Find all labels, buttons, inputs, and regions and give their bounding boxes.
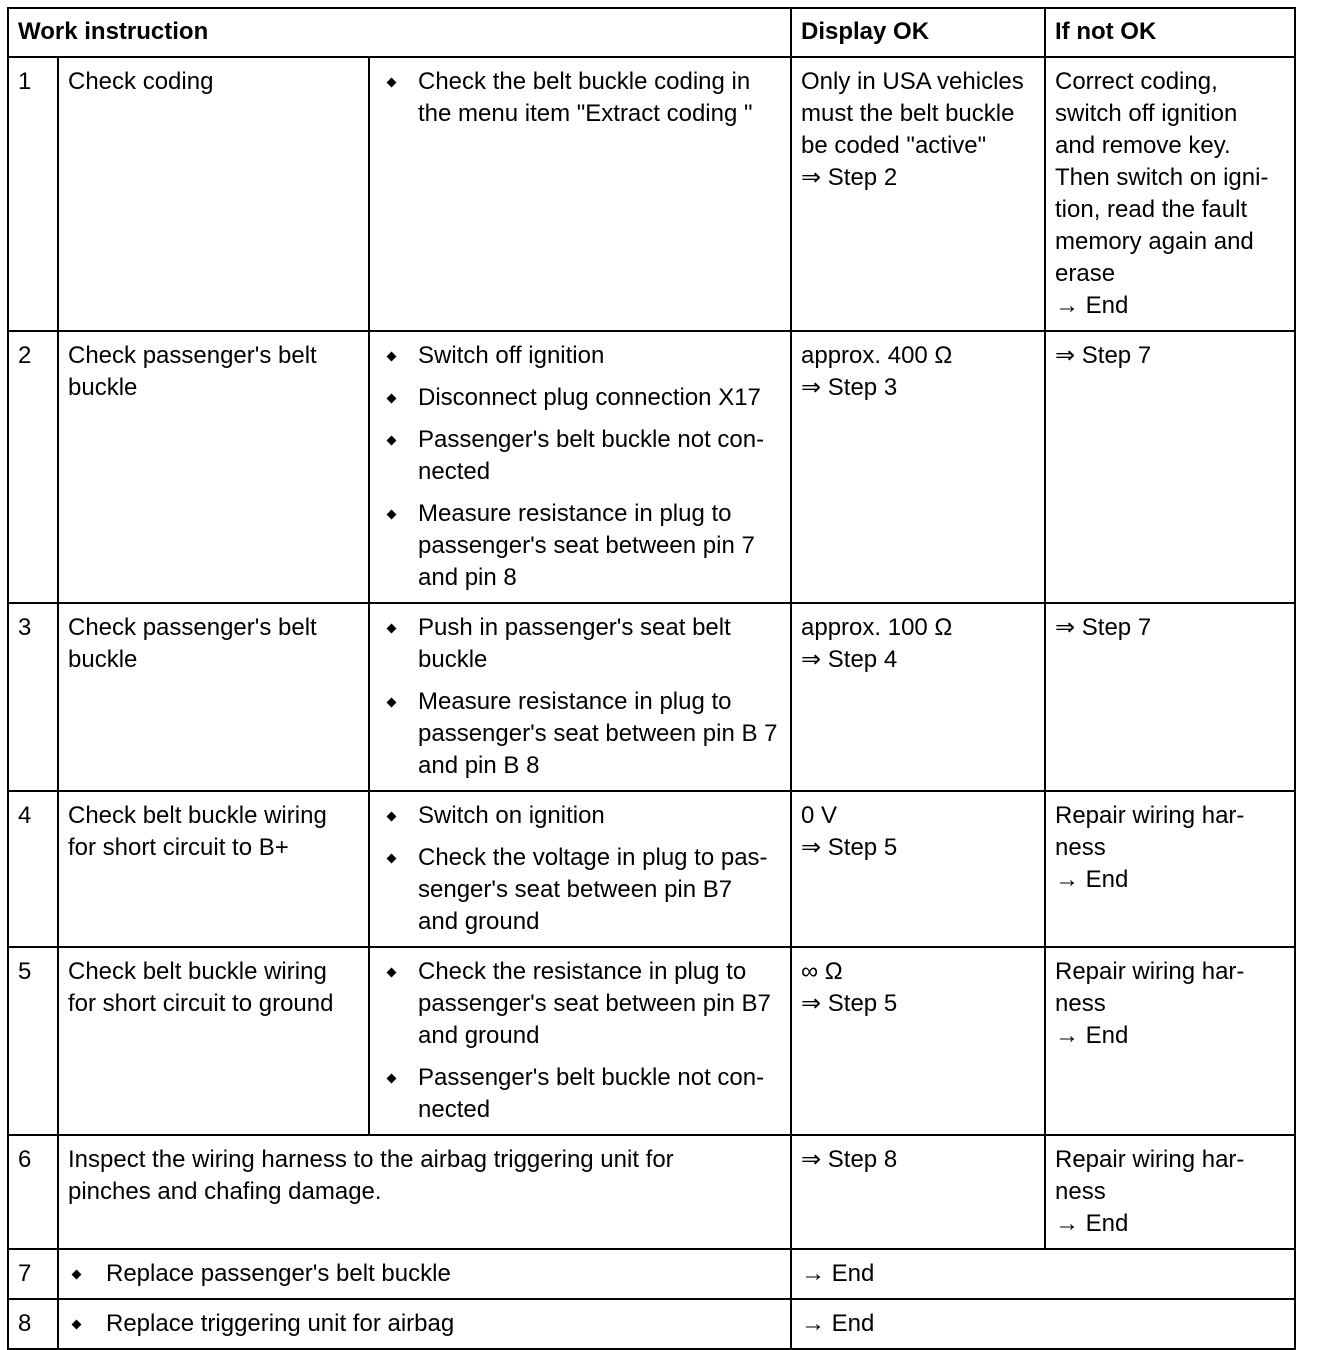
bullet-diamond-icon bbox=[387, 352, 397, 362]
step-number: 4 bbox=[8, 791, 58, 947]
list-item: Check the belt buckle coding in the menu item "Extract coding " bbox=[379, 66, 781, 130]
header-if-not-ok: If not OK bbox=[1045, 8, 1295, 57]
bullet-diamond-icon bbox=[72, 1270, 82, 1280]
step-number: 6 bbox=[8, 1135, 58, 1249]
bullet-diamond-icon bbox=[387, 968, 397, 978]
step-instructions bbox=[58, 1249, 791, 1299]
table-row bbox=[8, 1135, 1295, 1249]
list-item: Passenger's belt buckle not con- nected bbox=[379, 1062, 781, 1126]
bullet-diamond-icon bbox=[387, 78, 397, 88]
table-row bbox=[8, 791, 1295, 947]
table-row bbox=[8, 331, 1295, 603]
if-not-ok-cell: ⇒ Step 7 bbox=[1045, 603, 1295, 791]
display-ok-cell: approx. 100 Ω ⇒ Step 4 bbox=[791, 603, 1045, 791]
list-item: Passenger's belt buckle not con- nected bbox=[379, 424, 781, 488]
list-item: Measure resistance in plug to passenger's seat between pin B 7 and pin B 8 bbox=[379, 686, 781, 782]
bullet-diamond-icon bbox=[387, 854, 397, 864]
step-instructions bbox=[369, 57, 791, 331]
list-item: Check the resistance in plug to passenger's seat between pin B7 and ground bbox=[379, 956, 781, 1052]
step-number: 2 bbox=[8, 331, 58, 603]
result-cell: → End bbox=[791, 1249, 1295, 1299]
if-not-ok-cell: Repair wiring har- ness → End bbox=[1045, 1135, 1295, 1249]
list-item: Disconnect plug connection X17 bbox=[379, 382, 781, 414]
if-not-ok-cell: Repair wiring har- ness → End bbox=[1045, 947, 1295, 1135]
list-item: Push in passenger's seat belt buckle bbox=[379, 612, 781, 676]
step-instructions bbox=[369, 603, 791, 791]
list-item: Switch on ignition bbox=[379, 800, 781, 832]
bullet-diamond-icon bbox=[387, 394, 397, 404]
display-ok-cell: ∞ Ω ⇒ Step 5 bbox=[791, 947, 1045, 1135]
step-number: 3 bbox=[8, 603, 58, 791]
bullet-diamond-icon bbox=[387, 436, 397, 446]
bullet-diamond-icon bbox=[387, 812, 397, 822]
step-number: 8 bbox=[8, 1299, 58, 1349]
header-work-instruction: Work instruction bbox=[8, 8, 791, 57]
step-title: Check belt buckle wiring for short circuit to B+ bbox=[58, 791, 369, 947]
step-title: Check passenger's belt buckle bbox=[58, 331, 369, 603]
table-row bbox=[8, 1249, 1295, 1299]
display-ok-cell: Only in USA vehicles must the belt buckle be coded "active" ⇒ Step 2 bbox=[791, 57, 1045, 331]
table-row bbox=[8, 947, 1295, 1135]
table-row bbox=[8, 1299, 1295, 1349]
header-display-ok: Display OK bbox=[791, 8, 1045, 57]
step-instructions bbox=[369, 791, 791, 947]
bullet-diamond-icon bbox=[387, 510, 397, 520]
work-instruction-table bbox=[7, 7, 1296, 1350]
step-title: Check passenger's belt buckle bbox=[58, 603, 369, 791]
step-number: 5 bbox=[8, 947, 58, 1135]
step-number: 7 bbox=[8, 1249, 58, 1299]
list-item: Replace triggering unit for airbag bbox=[68, 1308, 781, 1340]
step-title: Check coding bbox=[58, 57, 369, 331]
table-header-row bbox=[8, 8, 1295, 57]
step-instructions bbox=[369, 947, 791, 1135]
if-not-ok-cell: Repair wiring har- ness → End bbox=[1045, 791, 1295, 947]
if-not-ok-cell: ⇒ Step 7 bbox=[1045, 331, 1295, 603]
bullet-diamond-icon bbox=[387, 698, 397, 708]
display-ok-cell: ⇒ Step 8 bbox=[791, 1135, 1045, 1249]
list-item: Check the voltage in plug to pas- senger's seat between pin B7 and ground bbox=[379, 842, 781, 938]
bullet-diamond-icon bbox=[387, 624, 397, 634]
step-instructions bbox=[58, 1299, 791, 1349]
list-item: Switch off ignition bbox=[379, 340, 781, 372]
if-not-ok-cell: Correct coding, switch off ignition and remove key. Then switch on igni- tion, read the fault memory again and erase → End bbox=[1045, 57, 1295, 331]
bullet-diamond-icon bbox=[387, 1074, 397, 1084]
step-instructions bbox=[369, 331, 791, 603]
table-row bbox=[8, 57, 1295, 331]
step-number: 1 bbox=[8, 57, 58, 331]
step-title: Check belt buckle wiring for short circuit to ground bbox=[58, 947, 369, 1135]
display-ok-cell: 0 V ⇒ Step 5 bbox=[791, 791, 1045, 947]
list-item: Measure resistance in plug to passenger's seat between pin 7 and pin 8 bbox=[379, 498, 781, 594]
table-row bbox=[8, 603, 1295, 791]
display-ok-cell: approx. 400 Ω ⇒ Step 3 bbox=[791, 331, 1045, 603]
step-instructions: Inspect the wiring harness to the airbag triggering unit for pinches and chafing damage. bbox=[58, 1135, 791, 1249]
list-item: Replace passenger's belt buckle bbox=[68, 1258, 781, 1290]
result-cell: → End bbox=[791, 1299, 1295, 1349]
bullet-diamond-icon bbox=[72, 1320, 82, 1330]
